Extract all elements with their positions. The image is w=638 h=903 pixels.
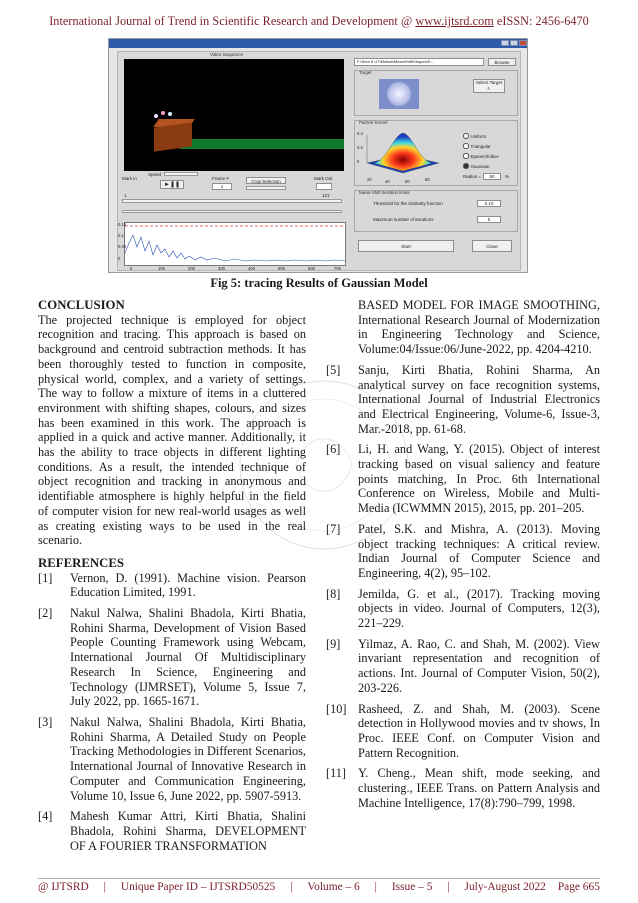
plot-x-tick: 0: [130, 266, 133, 271]
reference-number: [7]: [326, 521, 341, 536]
reference-item: [326, 363, 600, 437]
references-heading: REFERENCES: [38, 555, 125, 570]
iteration-title: Mean-Shift iteration limits: [359, 190, 410, 195]
reference-number: [2]: [38, 606, 53, 621]
video-display: [124, 59, 344, 171]
plot-x-tick: 200: [188, 266, 195, 271]
play-pause-icon: ►❚❚: [164, 182, 180, 188]
close-window-icon: [519, 40, 527, 46]
header-issn: eISSN: 2456-6470: [496, 14, 589, 28]
reference-text: Rasheed, Z. and Shah, M. (2003). Scene detection in Hollywood movies and tv shows, In Proc. IEEE Conf. on Computer Vision and Pattern Recognition.: [358, 701, 600, 760]
reference-text: Mahesh Kumar Attri, Kirti Bhatia, Shalini Bhadola, Rohini Sharma, DEVELOPMENT OF A FOURIER TRANSFORMATION: [70, 809, 306, 853]
reference-text: Sanju, Kirti Bhatia, Rohini Sharma, An analytical survey on face recognition systems, International Journal of Industrial Electronics and Electrical Engineering, Volume-6, Issue-3, Mar.-2018, pp. 61-68.: [358, 362, 600, 436]
reference-number: [9]: [326, 636, 341, 651]
radio-gaussian[interactable]: Gaussian: [463, 163, 490, 169]
plot-x-tick: 300: [218, 266, 225, 271]
conclusion-text: The projected technique is employed for object recognition and tracing. This approach is based on background and centroid subtraction methods. It has been thoroughly tested to function in composite, physical world, complex, and a variety of settings. The way to follow a mixture of items in a cluttered environment with shifting shapes, colours, and sizes has been examined in this work. The approach is applied in a quick and active manner. Additionally, it has the ability to trace objects in different lighting conditions. As a result, the intended technique of object recognition and tracking in anonymous and identifiable atmosphere is highly helpful in the field of computer vision for new real-world usages as well as creating existing ways to be used in the real scenario.: [38, 312, 306, 548]
crop-selection-button[interactable]: Crop Selection: [246, 177, 286, 184]
reference-number: [3]: [38, 714, 53, 729]
footer-page-number: Page 665: [557, 881, 600, 893]
radio-epanechnikov[interactable]: Epanechnikov: [463, 153, 499, 159]
footer-paper-id: Unique Paper ID – IJTSRD50525: [120, 881, 276, 893]
reference-number: [6]: [326, 442, 341, 457]
header-website-link[interactable]: www.ijtsrd.com: [415, 14, 494, 28]
video-path-field[interactable]: F:\Sem 8 UT\Matlab\MeanShift\Shapes\D...: [354, 58, 484, 66]
minimize-icon: [501, 40, 509, 46]
reference-item: [326, 522, 600, 581]
threshold-field[interactable]: 0.10: [477, 200, 501, 207]
reference-item: [326, 766, 600, 810]
reference-item: [38, 571, 306, 600]
footer-journal: @ IJTSRD: [38, 881, 89, 893]
mark-out-value: 121: [322, 193, 330, 198]
plot-y-tick: 0.05: [118, 244, 127, 249]
video-object-dot: [161, 111, 165, 115]
reference-text: Y. Cheng., Mean shift, mode seeking, and clustering., IEEE Trans. on Pattern Analysis and Machine Intelligence, 17(8):790–799, 1998.: [358, 766, 600, 810]
journal-header: [0, 14, 638, 29]
reference-item: [326, 587, 600, 631]
surface-x-tick: 40: [385, 179, 390, 184]
footer-separator: |: [447, 881, 450, 893]
footer-separator: |: [103, 881, 106, 893]
plot-x-tick: 500: [278, 266, 285, 271]
surface-z-tick: 0: [357, 159, 360, 164]
plot-x-tick: 600: [308, 266, 315, 271]
surface-z-tick: 0.4: [357, 131, 363, 136]
reference-text: Nakul Nalwa, Shalini Bhadola, Kirti Bhatia, Rohini Sharma, A Detailed Study on People Tracking Methodologies in Different Scenarios, International Journal of Innovative Research in Computer and Communication Engineering, Volume 10, Issue 6, June 2022, pp. 5907-5913.: [70, 714, 306, 803]
radio-uniform[interactable]: Uniform: [463, 133, 486, 139]
reference-number: [10]: [326, 701, 347, 716]
window-titlebar: [109, 39, 527, 48]
frame-label: Frame #: [212, 176, 229, 181]
reference-item: [326, 442, 600, 516]
threshold-label: Threshold for the similarity function: [373, 201, 443, 206]
reference-text: Yilmaz, A. Rao, C. and Shah, M. (2002). View invariant representation and recognition of actions. Int. Journal of Computer Vision, 50(2), 203-226.: [358, 636, 600, 695]
reference-text: Nakul Nalwa, Shalini Bhadola, Kirti Bhatia, Rohini Sharma, Development of Vision Based People Counting Framework using Webcam, International Journal Of Multidisciplinary Research In Science, Engineering and Technology (IJMRSET), Volume 5, Issue 7, July 2022, pp. 1665-1671.: [70, 606, 306, 709]
speed-label: Speed: [148, 172, 162, 177]
reference-text: Li, H. and Wang, Y. (2015). Object of interest tracking based on visual saliency and feature points matching, In Proc. 6th International Conference on Wireless, Mobile and Multi-Media (ICWMMN 2015), 2015, pp. 201–205.: [358, 442, 600, 516]
close-button[interactable]: Close: [472, 240, 512, 252]
figure-gui-screenshot: [108, 38, 528, 273]
select-target-label: Select Target: [475, 80, 503, 85]
radius-unit: %: [505, 174, 510, 179]
reference-number: [8]: [326, 586, 341, 601]
similarity-plot: [124, 222, 346, 266]
plot-x-tick: 700: [334, 266, 341, 271]
cursor-arrow-icon: ↖: [487, 86, 491, 91]
tracker-gui: [117, 51, 521, 271]
footer-separator: |: [290, 881, 293, 893]
figure-caption: Fig 5: tracing Results of Gaussian Model: [210, 276, 428, 290]
reference-item: [326, 637, 600, 696]
kernel-title: Parzen Kernel: [359, 120, 388, 125]
footer-separator: |: [374, 881, 377, 893]
reference-item: [38, 809, 306, 853]
footer-date: July-August 2022: [464, 881, 546, 893]
similarity-plot-svg: [125, 223, 345, 265]
settings-column: [354, 56, 518, 268]
plot-y-tick: 0.1: [118, 233, 124, 238]
reference-number: [11]: [326, 766, 347, 781]
reference-number: [5]: [326, 362, 341, 377]
radius-label: Radius =: [463, 174, 481, 179]
max-iterations-label: Maximum number of iterations: [373, 217, 434, 222]
crop-range-slider[interactable]: [246, 186, 286, 190]
surface-x-tick: 80: [425, 177, 430, 182]
start-button[interactable]: Start: [358, 240, 454, 252]
page-footer: [38, 881, 600, 893]
video-object-dot: [168, 112, 172, 116]
plot-x-tick: 100: [158, 266, 165, 271]
footer-divider: [38, 878, 600, 879]
maximize-icon: [510, 40, 518, 46]
speed-slider[interactable]: [164, 172, 198, 176]
video-floor: [179, 139, 344, 149]
mark-in-label: Mark in: [122, 176, 137, 181]
reference-item: [326, 702, 600, 761]
footer-issue: Issue – 5: [391, 881, 433, 893]
mark-out-label: Mark Out: [314, 176, 333, 181]
browse-button[interactable]: Browse: [488, 58, 516, 66]
target-title: Target: [359, 70, 372, 75]
position-slider[interactable]: [122, 210, 342, 213]
reference-text: Vernon, D. (1991). Machine vision. Pearson Education Limited, 1991.: [70, 570, 306, 600]
reference-text: Jemilda, G. et al., (2017). Tracking moving objects in video. Journal of Computers, 12(3), 221–229.: [358, 586, 600, 631]
surface-x-tick: 60: [405, 179, 410, 184]
kernel-surface-plot: [363, 129, 441, 175]
footer-volume: Volume – 6: [307, 881, 360, 893]
frame-field[interactable]: 1: [212, 183, 232, 190]
target-group: [354, 70, 518, 116]
max-iterations-field[interactable]: 5: [477, 216, 501, 223]
radio-triangular[interactable]: Triangular: [463, 143, 491, 149]
header-journal-name: International Journal of Trend in Scientific Research and Development @: [49, 14, 413, 28]
reference-continuation: BASED MODEL FOR IMAGE SMOOTHING, International Research Journal of Modernization in Engineering Technology and Science, Volume:04/Issue:06/June-2022, pp. 4204-4210.: [358, 298, 600, 357]
plot-x-tick: 400: [248, 266, 255, 271]
reference-text: Patel, S.K. and Mishra, A. (2013). Moving object tracking techniques: A critical review. Indian Journal of Computer Science and Engineering, 4(2), 95–102.: [358, 521, 600, 580]
play-pause-button[interactable]: [160, 180, 184, 189]
right-column: [326, 298, 600, 817]
mark-out-field[interactable]: [316, 183, 332, 190]
iteration-group: [354, 190, 518, 232]
kernel-group: [354, 120, 518, 186]
radius-field[interactable]: 50: [483, 173, 501, 180]
plot-y-tick: 0.15: [118, 222, 127, 227]
left-column: [38, 298, 306, 859]
plot-y-tick: 0: [118, 256, 121, 261]
reference-item: [38, 606, 306, 709]
conclusion-heading: CONCLUSION: [38, 298, 125, 312]
video-panel-title: Video Sequence: [210, 52, 243, 57]
reference-number: [4]: [38, 809, 53, 824]
select-target-button[interactable]: [473, 79, 505, 93]
surface-z-tick: 0.2: [357, 145, 363, 150]
timeline-slider[interactable]: [122, 199, 342, 203]
video-object-dot: [154, 114, 158, 118]
mark-in-value: 1: [124, 193, 127, 198]
target-preview: [379, 79, 419, 109]
reference-item: [38, 715, 306, 803]
reference-number: [1]: [38, 570, 53, 585]
surface-x-tick: 20: [367, 177, 372, 182]
